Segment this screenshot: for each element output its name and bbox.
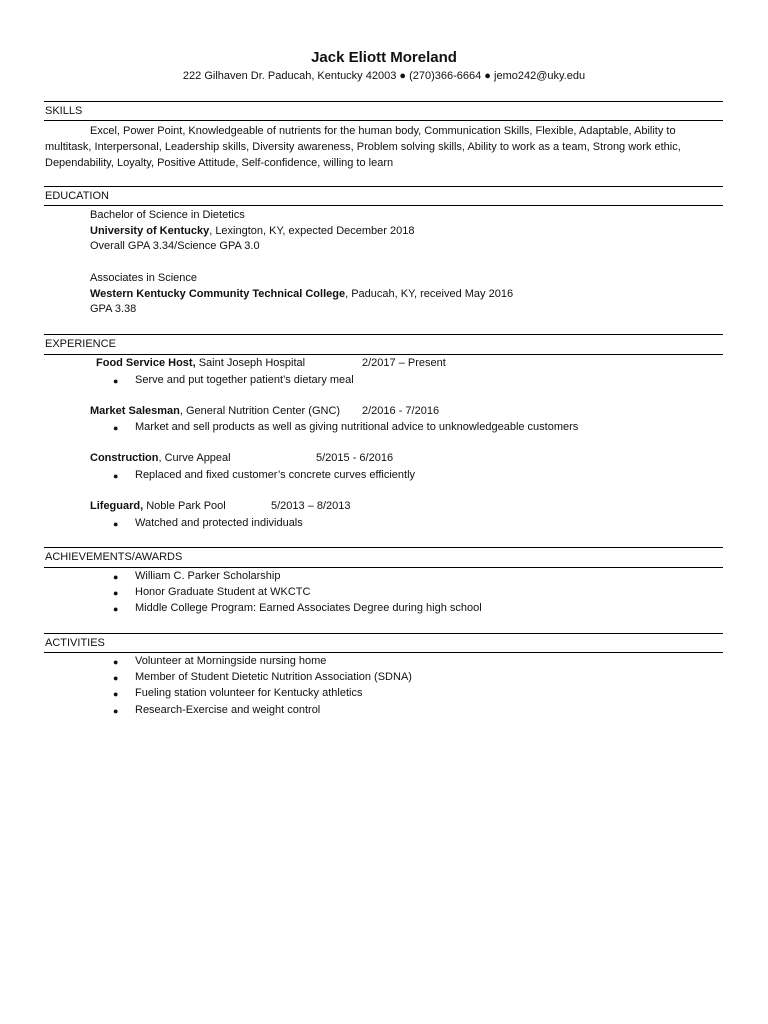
job-title-line-3 xyxy=(90,452,231,464)
job-employer-1: Saint Joseph Hospital xyxy=(195,357,306,369)
edu-school-1: University of Kentucky xyxy=(90,225,210,237)
job-dates-3: 5/2015 - 6/2016 xyxy=(316,452,394,464)
job-title-4: Lifeguard, xyxy=(90,500,144,512)
experience-bottom-rule xyxy=(44,354,723,355)
activities-bottom-rule xyxy=(44,652,723,653)
experience-top-rule xyxy=(44,334,723,335)
job-title-2: Market Salesman xyxy=(90,405,180,417)
job-dates-2: 2/2016 - 7/2016 xyxy=(362,405,440,417)
job-dates-4: 5/2013 – 8/2013 xyxy=(271,500,351,512)
edu-details-1: , Lexington, KY, expected December 2018 xyxy=(209,225,415,237)
job-bullet-4: Watched and protected individuals xyxy=(135,517,303,529)
activity-item: Member of Student Dietetic Nutrition Association (SDNA) xyxy=(135,671,412,683)
edu-gpa-1: Overall GPA 3.34/Science GPA 3.0 xyxy=(90,240,260,252)
job-title-line-2 xyxy=(90,405,340,417)
bullet-icon: ● xyxy=(113,657,119,667)
skills-heading: SKILLS xyxy=(45,105,83,117)
job-employer-4: Noble Park Pool xyxy=(143,500,226,512)
activity-item: Research-Exercise and weight control xyxy=(135,704,321,716)
job-title-line-1 xyxy=(96,357,305,369)
bullet-icon: ● xyxy=(113,706,119,716)
achievement-item: Honor Graduate Student at WKCTC xyxy=(135,586,311,598)
achievements-bottom-rule xyxy=(44,567,723,568)
bullet-icon: ● xyxy=(113,689,119,699)
bullet-icon: ● xyxy=(113,572,119,582)
edu-details-2: , Paducah, KY, received May 2016 xyxy=(345,288,514,300)
bullet-icon: ● xyxy=(113,604,119,614)
bullet-icon: ● xyxy=(113,673,119,683)
job-title-3: Construction xyxy=(90,452,159,464)
activity-item: Volunteer at Morningside nursing home xyxy=(135,655,327,667)
skills-text: Excel, Power Point, Knowledgeable of nutrients for the human body, Communication Skills, Flexible, Adaptable, Ability to multitask, Interpersonal, Leadership skills, Diversity awareness, Problem solving skills, Ability to work as a team, Strong work ethic, Dependability, Loyalty, Positive Attitude, Self-confidence, willing to learn xyxy=(45,125,681,169)
education-top-rule xyxy=(44,186,723,187)
edu-school-line-2 xyxy=(90,288,513,300)
job-bullet-2: Market and sell products as well as giving nutritional advice to unknowledgeable customers xyxy=(135,421,579,433)
activity-item: Fueling station volunteer for Kentucky athletics xyxy=(135,687,363,699)
skills-bottom-rule xyxy=(44,120,723,121)
edu-school-line-1 xyxy=(90,225,414,237)
job-title-line-4 xyxy=(90,500,226,512)
skills-top-rule xyxy=(44,101,723,102)
edu-gpa-2: GPA 3.38 xyxy=(90,303,137,315)
achievement-item: William C. Parker Scholarship xyxy=(135,570,281,582)
edu-degree-2: Associates in Science xyxy=(90,272,197,284)
job-bullet-1: Serve and put together patient’s dietary meal xyxy=(135,374,354,386)
activities-top-rule xyxy=(44,633,723,634)
experience-heading: EXPERIENCE xyxy=(45,338,116,350)
achievements-top-rule xyxy=(44,547,723,548)
applicant-name: Jack Eliott Moreland xyxy=(311,49,457,66)
contact-line: 222 Gilhaven Dr. Paducah, Kentucky 42003 ● (270)366-6664 ● jemo242@uky.edu xyxy=(182,70,586,82)
activities-heading: ACTIVITIES xyxy=(45,637,105,649)
achievements-heading: ACHIEVEMENTS/AWARDS xyxy=(45,551,183,563)
edu-degree-1: Bachelor of Science in Dietetics xyxy=(90,209,245,221)
edu-school-2: Western Kentucky Community Technical College xyxy=(90,288,346,300)
job-title-1: Food Service Host, xyxy=(96,357,196,369)
bullet-icon: ● xyxy=(113,376,119,386)
job-dates-1: 2/2017 – Present xyxy=(362,357,446,369)
job-employer-3: , Curve Appeal xyxy=(158,452,231,464)
bullet-icon: ● xyxy=(113,519,119,529)
bullet-icon: ● xyxy=(113,423,119,433)
education-heading: EDUCATION xyxy=(45,190,109,202)
bullet-icon: ● xyxy=(113,588,119,598)
education-bottom-rule xyxy=(44,205,723,206)
job-bullet-3: Replaced and fixed customer’s concrete curves efficiently xyxy=(135,469,416,481)
job-employer-2: , General Nutrition Center (GNC) xyxy=(179,405,341,417)
bullet-icon: ● xyxy=(113,471,119,481)
achievement-item: Middle College Program: Earned Associates Degree during high school xyxy=(135,602,482,614)
